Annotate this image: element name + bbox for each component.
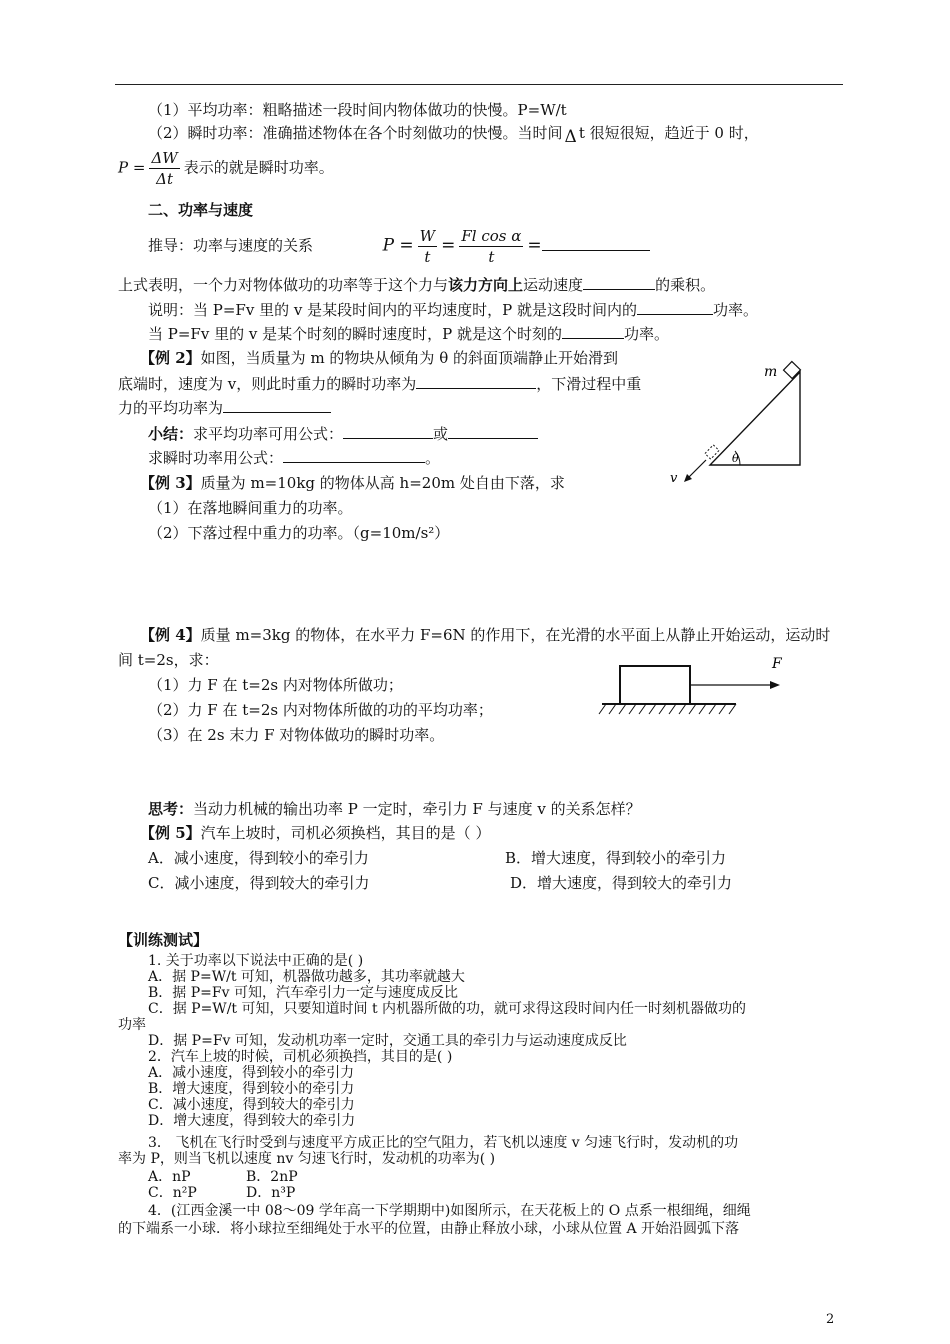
text-line: B．增大速度，得到较小的牵引力: [148, 1081, 355, 1097]
summary-line: 小结：求平均功率可用公式： 或: [148, 424, 538, 444]
incline-figure: [660, 360, 820, 500]
example-4: 【例 4】质量 m=3kg 的物体，在水平力 F=6N 的作用下，在光滑的水平面上从静止开始运动，运动时: [140, 626, 831, 644]
example-3: 【例 3】质量为 m=10kg 的物体从高 h=20m 处自由下落，求: [140, 474, 565, 492]
label-theta: θ: [732, 452, 739, 465]
text-line: 间 t=2s，求：: [118, 651, 219, 669]
label-v: v: [670, 471, 678, 486]
text-line: B．据 P=Fv 可知，汽车牵引力一定与速度成反比: [148, 985, 458, 1001]
text-line: C．减小速度，得到较大的牵引力: [148, 1097, 355, 1113]
text-line: A．减小速度，得到较小的牵引力: [148, 1065, 355, 1081]
option-B: B．2nP: [246, 1169, 298, 1185]
option-D: D．增大速度，得到较大的牵引力: [510, 874, 733, 892]
text-line: 底端时，速度为 v，则此时重力的瞬时功率为 ，下滑过程中重: [118, 375, 642, 393]
text-line: （2）力 F 在 t=2s 内对物体所做的功的平均功率；: [148, 701, 493, 719]
block-figure: [596, 652, 796, 720]
text-line: （1）力 F 在 t=2s 内对物体所做功；: [148, 676, 403, 694]
incline-triangle: [710, 372, 800, 465]
training-title: 【训练测试】: [118, 931, 209, 949]
label-m: m: [764, 364, 778, 380]
text-line: 上式表明，一个力对物体做功的功率等于这个力与该力方向上运动速度 的乘积。: [118, 276, 716, 294]
text-line: （3）在 2s 末力 F 对物体做功的瞬时功率。: [148, 726, 445, 744]
top-block: [784, 362, 801, 379]
text-line: （2）下落过程中重力的功率。（g=10m/s²）: [148, 524, 450, 542]
think-line: 思考：当动力机械的输出功率 P 一定时，牵引力 F 与速度 v 的关系怎样？: [148, 800, 641, 818]
text-line: （1）平均功率：粗略描述一段时间内物体做功的快慢。P=W/t: [148, 101, 567, 119]
text-line: 求瞬时功率用公式： 。: [148, 449, 441, 467]
question-3: 3． 飞机在飞行时受到与速度平方成正比的空气阻力，若飞机以速度 v 匀速飞行时，发动机的功: [148, 1135, 739, 1151]
example-5: 【例 5】汽车上坡时，司机必须换档，其目的是（ ）: [140, 824, 491, 842]
example-2: 【例 2】如图，当质量为 m 的物块从倾角为 θ 的斜面顶端静止开始滑到: [140, 349, 619, 367]
formula-instant-power: P = $\frac{\Delta W}{\Delta t}$ 表示的就是瞬时功率。: [118, 149, 334, 188]
text-line: 功率: [118, 1017, 146, 1033]
text-line: 力的平均功率为: [118, 398, 331, 418]
text-line: D．增大速度，得到较大的牵引力: [148, 1113, 356, 1129]
header-rule: [115, 84, 843, 85]
question-4: 4．(江西金溪一中 08～09 学年高一下学期期中)如图所示，在天花板上的 O 点系一根细绳，细绳: [148, 1203, 751, 1219]
question-2: 2．汽车上坡的时候，司机必须换挡，其目的是( ): [148, 1049, 453, 1065]
block: [620, 666, 690, 704]
option-A: A．nP: [148, 1169, 191, 1185]
option-D: D．n³P: [246, 1185, 296, 1201]
text-line: 说明：当 P=Fv 里的 v 是某段时间内的平均速度时，P 就是这段时间内的 功率。: [148, 301, 758, 319]
option-A: A．减小速度，得到较小的牵引力: [148, 849, 369, 867]
page-number: 2: [826, 1312, 835, 1327]
text-line: 率为 P，则当飞机以速度 nv 匀速飞行时，发动机的功率为( ): [118, 1151, 496, 1167]
derivation-line: 推导：功率与速度的关系 P = $\frac{W}{t}$ = $\frac{\text{Fl cos α}}{t}$ =: [148, 226, 650, 267]
option-C: C．减小速度，得到较大的牵引力: [148, 874, 370, 892]
text-line: （2）瞬时功率：准确描述物体在各个时刻做功的快慢。当时间 Δ t 很短很短，趋近于 0 时，: [148, 124, 759, 147]
text-line: A．据 P=W/t 可知，机器做功越多，其功率就越大: [148, 969, 465, 985]
section-heading: 二、功率与速度: [148, 201, 254, 219]
text-line: 的下端系一小球．将小球拉至细绳处于水平的位置，由静止释放小球，小球从位置 A 开始沿圆弧下落: [118, 1221, 740, 1237]
question-1: 1. 关于功率以下说法中正确的是( ): [148, 953, 364, 969]
text-line: D．据 P=Fv 可知，发动机功率一定时，交通工具的牵引力与运动速度成反比: [148, 1033, 627, 1049]
option-B: B．增大速度，得到较小的牵引力: [505, 849, 727, 867]
label-F: F: [772, 656, 782, 672]
text-line: 当 P=Fv 里的 v 是某个时刻的瞬时速度时，P 就是这个时刻的 功率。: [148, 325, 669, 343]
text-line: （1）在落地瞬间重力的功率。: [148, 499, 353, 517]
text-line: C．据 P=W/t 可知，只要知道时间 t 内机器所做的功，就可求得这段时间内任一时刻机器做功的: [148, 1001, 747, 1017]
force-arrow: [770, 681, 780, 689]
option-C: C．n²P: [148, 1185, 197, 1201]
